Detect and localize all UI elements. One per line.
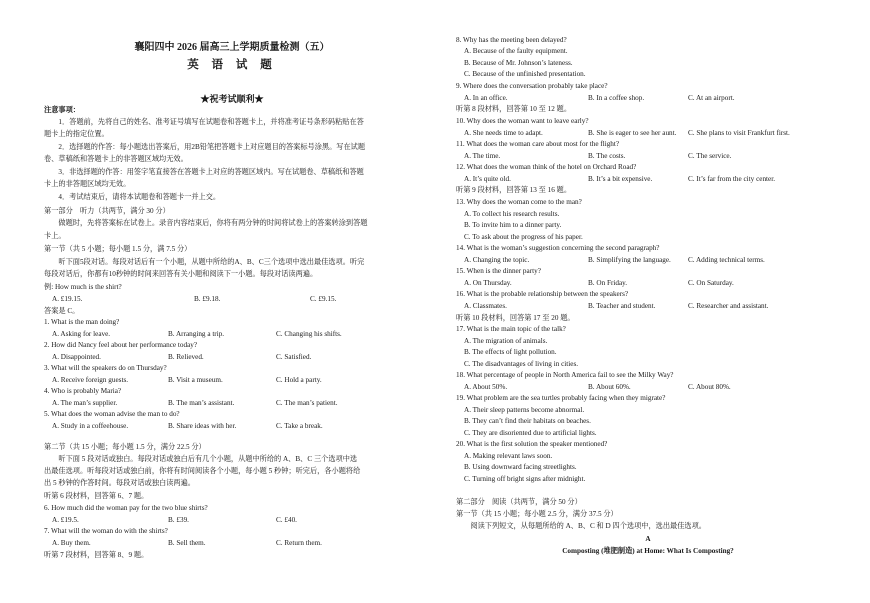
option-a: A. £19.15. [52, 295, 83, 303]
question: 1. What is the man doing? [44, 318, 120, 326]
option-a: A. Because of the faulty equipment. [464, 47, 568, 55]
option-a: A. She needs time to adapt. [464, 129, 543, 137]
option-b: B. They can’t find their habitats on beaches. [464, 417, 591, 425]
option-c: C. About 80%. [688, 383, 731, 391]
option-a: A. In an office. [464, 94, 508, 102]
question: 14. What is the woman’s suggestion concerning the second paragraph? [456, 244, 660, 252]
option-a: A. £19.5. [52, 516, 79, 524]
option-b: B. £39. [168, 516, 189, 524]
option-b: B. £9.18. [194, 295, 221, 303]
question: 2. How did Nancy feel about her performance today? [44, 341, 198, 349]
option-b: B. Relieved. [168, 353, 204, 361]
option-c: C. The man’s patient. [276, 399, 338, 407]
material-note: 听第 8 段材料，回答第 10 至 12 题。 [456, 105, 572, 113]
option-b: B. Arranging a trip. [168, 330, 225, 338]
option-a: A. Their sleep patterns become abnormal. [464, 406, 585, 414]
notes-line: 4．考试结束后，请将本试题卷和答题卡一并上交。 [44, 193, 221, 201]
option-c: C. To ask about the progress of his paper. [464, 233, 583, 241]
option-a: A. It’s quite old. [464, 175, 511, 183]
question: 8. Why has the meeting been delayed? [456, 36, 567, 44]
option-b: B. She is eager to see her aunt. [588, 129, 677, 137]
section1-heading: 第一节（共 5 小题；每小题 1.5 分，满 7.5 分） [44, 245, 192, 253]
option-c: C. £9.15. [310, 295, 337, 303]
material-note: 听第 7 段材料，回答第 8、9 题。 [44, 551, 149, 559]
exam-title: 襄阳四中 2026 届高三上学期质量检测（五） [134, 42, 330, 53]
example-question: 例: How much is the shirt? [44, 283, 122, 291]
question: 6. How much did the woman pay for the two blue shirts? [44, 504, 208, 512]
question: 7. What will the woman do with the shirts? [44, 527, 168, 535]
option-c: C. The service. [688, 152, 732, 160]
part1-intro: 卡上。 [44, 232, 66, 240]
notes-line: 卡上的非答题区域均无效。 [44, 180, 131, 188]
passage-title: Composting (堆肥制造) at Home: What Is Composting? [562, 547, 734, 555]
option-a: A. Changing the topic. [464, 256, 530, 264]
option-a: A. Asking for leave. [52, 330, 111, 338]
option-c: C. The disadvantages of living in cities. [464, 360, 579, 368]
option-c: C. Take a break. [276, 422, 323, 430]
question: 12. What does the woman think of the hotel on Orchard Road? [456, 163, 637, 171]
section1-intro: 听下面5段对话。每段对话后有一个小题，从题中所给的A、B、C三个选项中选出最佳选项。听完 [44, 258, 365, 266]
material-note: 听第 6 段材料，回答第 6、7 题。 [44, 492, 149, 500]
section2-intro: 听下面 5 段对话或独白。每段对话或独白后有几个小题，从题中所给的 A、B、C 三个选项中选 [44, 455, 358, 463]
option-c: C. At an airport. [688, 94, 735, 102]
option-c: C. It’s far from the city center. [688, 175, 776, 183]
notes-line: 题卡上的指定位置。 [44, 130, 109, 138]
option-b: B. To invite him to a dinner party. [464, 221, 562, 229]
option-b: B. Visit a museum. [168, 376, 223, 384]
option-c: C. On Saturday. [688, 279, 734, 287]
option-c: C. Changing his shifts. [276, 330, 342, 338]
question: 18. What percentage of people in North America fail to see the Milky Way? [456, 371, 674, 379]
option-a: A. The migration of animals. [464, 337, 548, 345]
option-b: B. Sell them. [168, 539, 206, 547]
question: 16. What is the probable relationship between the speakers? [456, 290, 629, 298]
option-c: C. Return them. [276, 539, 322, 547]
option-c: C. Researcher and assistant. [688, 302, 769, 310]
exam-subject: 英 语 试 题 [187, 59, 277, 71]
option-a: A. Study in a coffeehouse. [52, 422, 129, 430]
question: 11. What does the woman care about most for the flight? [456, 140, 620, 148]
option-b: B. Simplifying the language. [588, 256, 671, 264]
section2-intro: 出最佳选项。听每段对话或独白前，你将有时间阅读各个小题，每小题 5 秒钟；听完后，各小题将给 [44, 467, 361, 475]
exam-blessing: ★祝考试顺利★ [200, 94, 264, 104]
option-b: B. Because of Mr. Johnson’s lateness. [464, 59, 573, 67]
section2-heading: 第二节（共 15 小题；每小题 1.5 分，满分 22.5 分） [44, 443, 206, 451]
option-b: B. The costs. [588, 152, 626, 160]
option-a: A. Classmates. [464, 302, 507, 310]
passage-letter: A [645, 535, 651, 543]
part2-intro: 阅读下列短文，从每题所给的 A、B、C 和 D 四个选项中，选出最佳选项。 [456, 522, 706, 530]
question: 19. What problem are the sea turtles probably facing when they migrate? [456, 394, 666, 402]
option-a: A. About 50%. [464, 383, 508, 391]
option-c: C. She plans to visit Frankfurt first. [688, 129, 790, 137]
option-b: B. The man’s assistant. [168, 399, 235, 407]
question: 9. Where does the conversation probably take place? [456, 82, 608, 90]
notes-line: 3．非选择题的作答：用签字笔直接答在答题卡上对应的答题区域内。写在试题卷、草稿纸和答题 [44, 168, 364, 176]
part2-heading: 第二部分 阅读（共两节，满分 50 分） [456, 498, 582, 506]
notes-line: 卷、草稿纸和答题卡上的非答题区域均无效。 [44, 155, 188, 163]
question: 15. When is the dinner party? [456, 267, 541, 275]
option-b: B. About 60%. [588, 383, 631, 391]
option-b: B. Using downward facing streetlights. [464, 463, 577, 471]
notes-line: 1．答题前，先将自己的姓名、准考证号填写在试题卷和答题卡上，并将准考证号条形码粘贴在答 [44, 118, 364, 126]
option-b: B. The effects of light pollution. [464, 348, 557, 356]
part1-heading: 第一部分 听力（共两节，满分 30 分） [44, 207, 170, 215]
option-b: B. It’s a bit expensive. [588, 175, 653, 183]
question: 10. Why does the woman want to leave early? [456, 117, 589, 125]
option-c: C. Hold a party. [276, 376, 322, 384]
option-b: B. In a coffee shop. [588, 94, 645, 102]
question: 4. Who is probably Maria? [44, 387, 122, 395]
option-c: C. Adding technical terms. [688, 256, 765, 264]
section1-intro: 每段对话后，你都有10秒钟的时间来回答有关小题和阅读下一小题。每段对话读两遍。 [44, 270, 318, 278]
option-c: C. Because of the unfinished presentation. [464, 70, 586, 78]
option-a: A. Making relevant laws soon. [464, 452, 553, 460]
option-c: C. They are disoriented due to artificial lights. [464, 429, 597, 437]
question: 20. What is the first solution the speaker mentioned? [456, 440, 608, 448]
example-answer: 答案是 C。 [44, 307, 80, 315]
option-a: A. Disappointed. [52, 353, 101, 361]
material-note: 听第 10 段材料，回答第 17 至 20 题。 [456, 314, 575, 322]
option-a: A. The man’s supplier. [52, 399, 118, 407]
option-b: B. Share ideas with her. [168, 422, 237, 430]
option-a: A. Buy them. [52, 539, 91, 547]
part2-section1: 第一节（共 15 小题；每小题 2.5 分，满分 37.5 分） [456, 510, 618, 518]
option-a: A. The time. [464, 152, 501, 160]
option-c: C. £40. [276, 516, 297, 524]
section2-intro: 出 5 秒钟的作答时间。每段对话或独白读两遍。 [44, 479, 195, 487]
option-c: C. Satisfied. [276, 353, 312, 361]
option-c: C. Turning off bright signs after midnight. [464, 475, 586, 483]
option-a: A. To collect his research results. [464, 210, 560, 218]
question: 3. What will the speakers do on Thursday? [44, 364, 167, 372]
option-a: A. Receive foreign guests. [52, 376, 129, 384]
material-note: 听第 9 段材料，回答第 13 至 16 题。 [456, 186, 572, 194]
option-b: B. Teacher and student. [588, 302, 656, 310]
notes-heading: 注意事项： [44, 106, 80, 114]
notes-line: 2．选择题的作答：每小题选出答案后，用2B铅笔把答题卡上对应题目的答案标号涂黑。写在试题 [44, 143, 366, 151]
question: 5. What does the woman advise the man to do? [44, 410, 180, 418]
option-a: A. On Thursday. [464, 279, 512, 287]
option-b: B. On Friday. [588, 279, 628, 287]
part1-intro: 做题时，先将答案标在试卷上。录音内容结束后，你将有两分钟的时间将试卷上的答案转涂到答题 [44, 219, 368, 227]
question: 17. What is the main topic of the talk? [456, 325, 566, 333]
question: 13. Why does the woman come to the man? [456, 198, 582, 206]
